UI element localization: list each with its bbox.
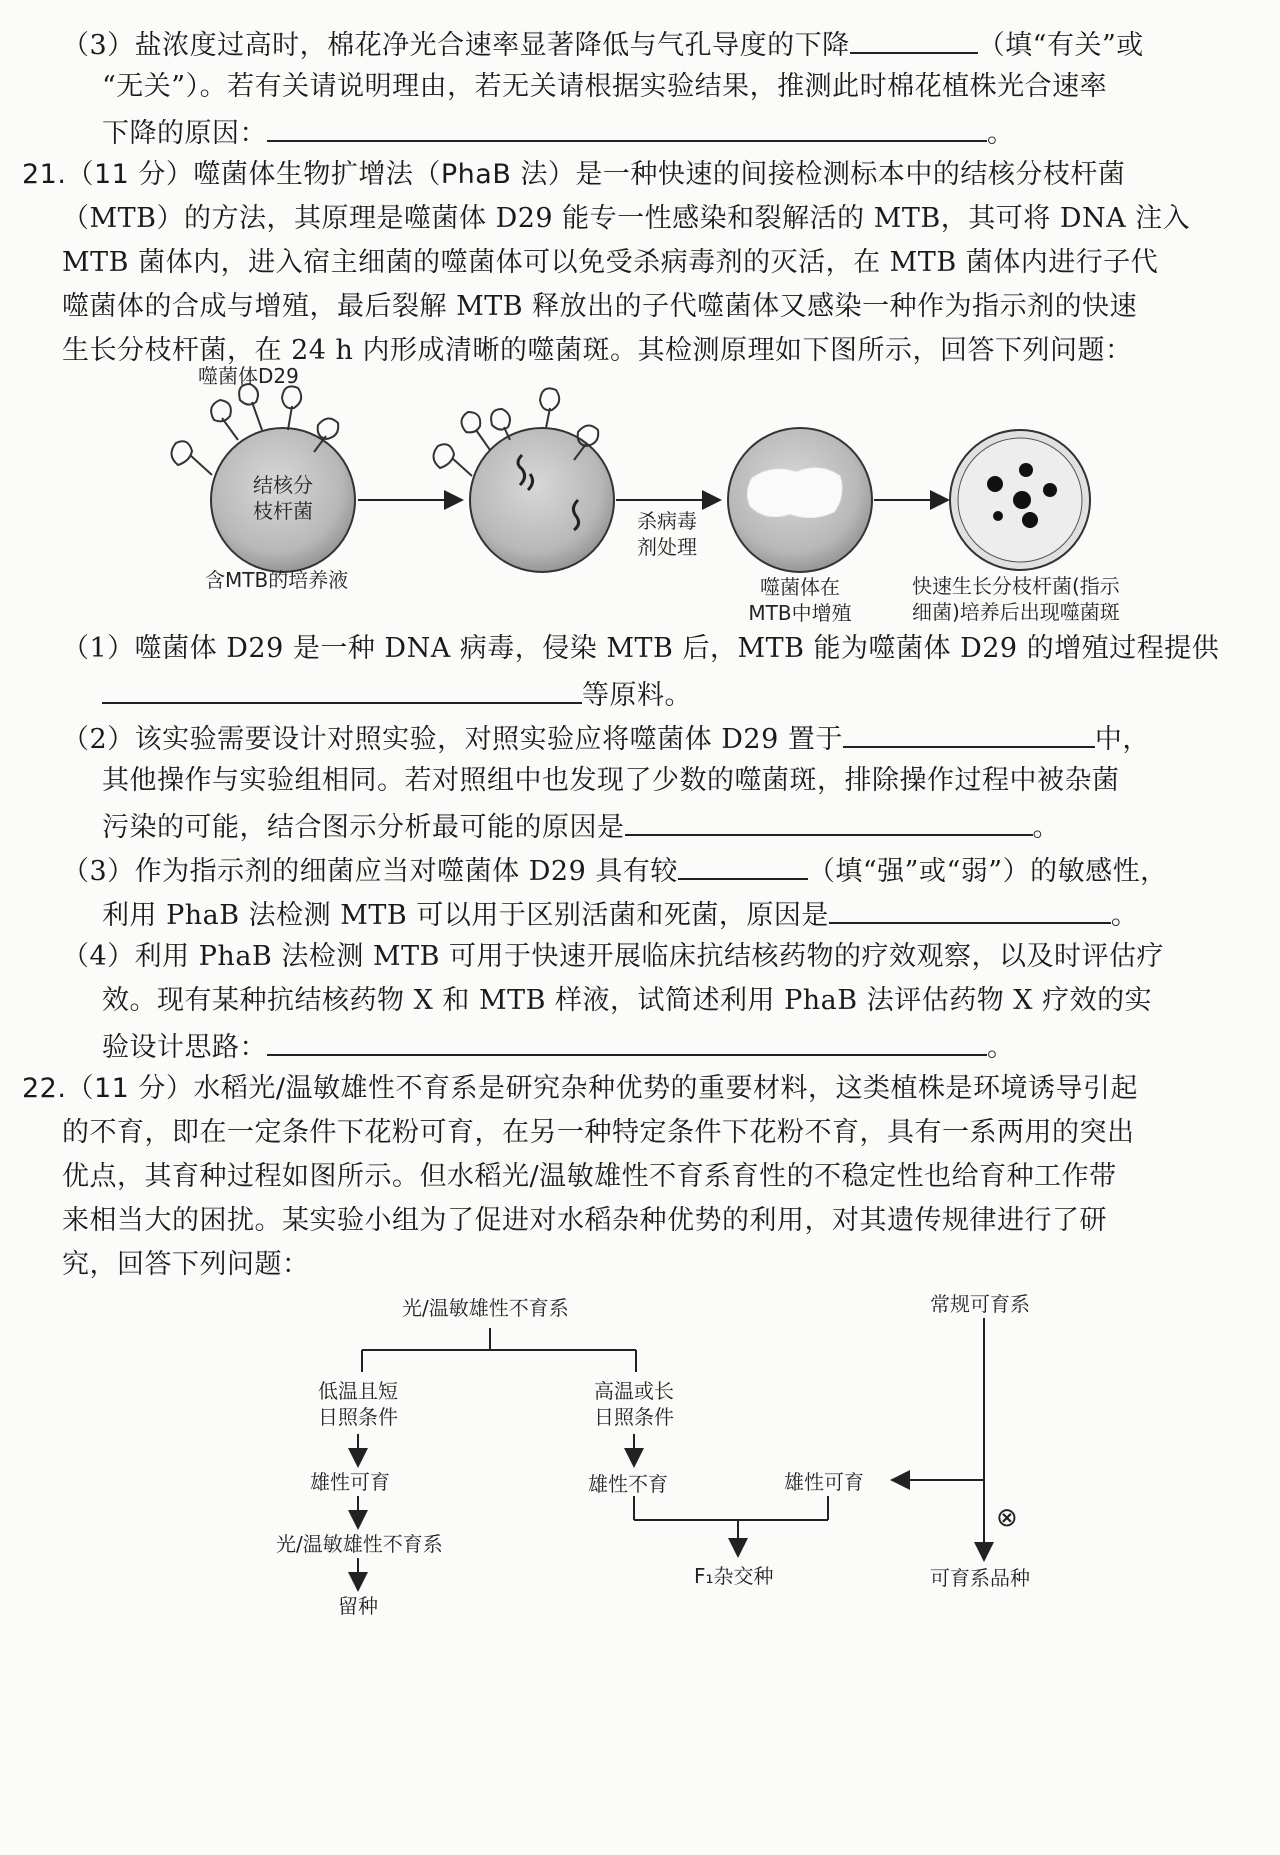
proliferate-label: 噬菌体在 MTB中增殖 bbox=[748, 575, 852, 625]
medium-label: 含MTB的培养液 bbox=[205, 568, 349, 592]
q21-sub4-line1: （4）利用 PhaB 法检测 MTB 可用于快速开展临床抗结核药物的疗效观察，以及时评估疗 bbox=[62, 941, 1164, 972]
q21-sub2-line2: 其他操作与实验组相同。若对照组中也发现了少数的噬菌斑，排除操作过程中被杂菌 bbox=[102, 765, 1120, 796]
cell-label: 结核分 枝杆菌 bbox=[253, 473, 313, 523]
q21-sub4-line2: 效。现有某种抗结核药物 X 和 MTB 样液，试简述利用 PhaB 法评估药物 X 疗效的实 bbox=[102, 985, 1153, 1016]
flow-left-line: 光/温敏雄性不育系 bbox=[276, 1532, 443, 1556]
q20-sub3-line2: “无关”）。若有关请说明理由，若无关请根据实验结果，推测此时棉花植株光合速率 bbox=[102, 71, 1108, 102]
q21-stem-line5: 生长分枝杆菌，在 24 h 内形成清晰的噬菌斑。其检测原理如下图所示，回答下列问题： bbox=[62, 335, 1133, 366]
q21-stem-line1: 21.（11 分）噬菌体生物扩增法（PhaB 法）是一种快速的间接检测标本中的结核分枝杆菌 bbox=[22, 159, 1126, 190]
q21-sub2-line3: 污染的可能，结合图示分析最可能的原因是 。 bbox=[102, 808, 1060, 845]
phage-label: 噬菌体D29 bbox=[198, 364, 299, 388]
virucide-label: 杀病毒 剂处理 bbox=[637, 509, 697, 559]
flow-fertile-variety: 可育系品种 bbox=[930, 1566, 1030, 1590]
flow-left-condition: 低温且短 日照条件 bbox=[318, 1379, 398, 1429]
flow-keep-seed: 留种 bbox=[338, 1594, 378, 1618]
q21-sub1-line1: （1）噬菌体 D29 是一种 DNA 病毒，侵染 MTB 后，MTB 能为噬菌体 D29 的增殖过程提供 bbox=[62, 633, 1220, 664]
q21-sub4-line3: 验设计思路： 。 bbox=[102, 1028, 1015, 1065]
q21-sub2-line1: （2）该实验需要设计对照实验，对照实验应将噬菌体 D29 置于 中， bbox=[62, 720, 1150, 757]
q20-sub3-line1: （3）盐浓度过高时，棉花净光合速率显著降低与气孔导度的下降 （填“有关”或 bbox=[62, 26, 1144, 63]
flow-middle-sterile: 雄性不育 bbox=[588, 1472, 668, 1496]
q22-stem-line2: 的不育，即在一定条件下花粉可育，在另一种特定条件下花粉不育，具有一系两用的突出 bbox=[62, 1117, 1135, 1148]
q21-sub3-line2: 利用 PhaB 法检测 MTB 可以用于区别活菌和死菌，原因是 。 bbox=[102, 896, 1138, 933]
indicator-label-1: 快速生长分枝杆菌(指示 bbox=[912, 574, 1120, 598]
selfing-icon: ⊗ bbox=[996, 1503, 1018, 1533]
q20-sub3-line3: 下降的原因： 。 bbox=[102, 114, 1015, 151]
flow-f1-hybrid: F₁杂交种 bbox=[694, 1564, 774, 1588]
flow-conventional: 常规可育系 bbox=[930, 1292, 1030, 1316]
q22-stem-line3: 优点，其育种过程如图所示。但水稻光/温敏雄性不育系育性的不稳定性也给育种工作带 bbox=[62, 1161, 1117, 1192]
q22-stem-line4: 来相当大的困扰。某实验小组为了促进对水稻杂种优势的利用，对其遗传规律进行了研 bbox=[62, 1205, 1107, 1236]
indicator-label-2: 细菌)培养后出现噬菌斑 bbox=[912, 600, 1120, 624]
q21-stem-line2: （MTB）的方法，其原理是噬菌体 D29 能专一性感染和裂解活的 MTB，其可将 DNA 注入 bbox=[62, 203, 1191, 234]
q21-sub3-line1: （3）作为指示剂的细菌应当对噬菌体 D29 具有较 （填“强”或“弱”）的敏感性， bbox=[62, 852, 1168, 889]
flow-right-condition: 高温或长 日照条件 bbox=[594, 1379, 674, 1429]
flow-right-fertile: 雄性可育 bbox=[784, 1470, 864, 1494]
q21-sub1-line2: 等原料。 bbox=[102, 676, 692, 713]
flow-top-label: 光/温敏雄性不育系 bbox=[402, 1296, 569, 1320]
q21-stem-line4: 噬菌体的合成与增殖，最后裂解 MTB 释放出的子代噬菌体又感染一种作为指示剂的快速 bbox=[62, 291, 1138, 322]
q22-stem-line1: 22.（11 分）水稻光/温敏雄性不育系是研究杂种优势的重要材料，这类植株是环境诱导引起 bbox=[22, 1073, 1138, 1104]
q21-stem-line3: MTB 菌体内，进入宿主细菌的噬菌体可以免受杀病毒剂的灭活，在 MTB 菌体内进行子代 bbox=[62, 247, 1159, 278]
flow-left-fertile: 雄性可育 bbox=[310, 1470, 390, 1494]
q22-stem-line5: 究，回答下列问题： bbox=[62, 1249, 310, 1280]
